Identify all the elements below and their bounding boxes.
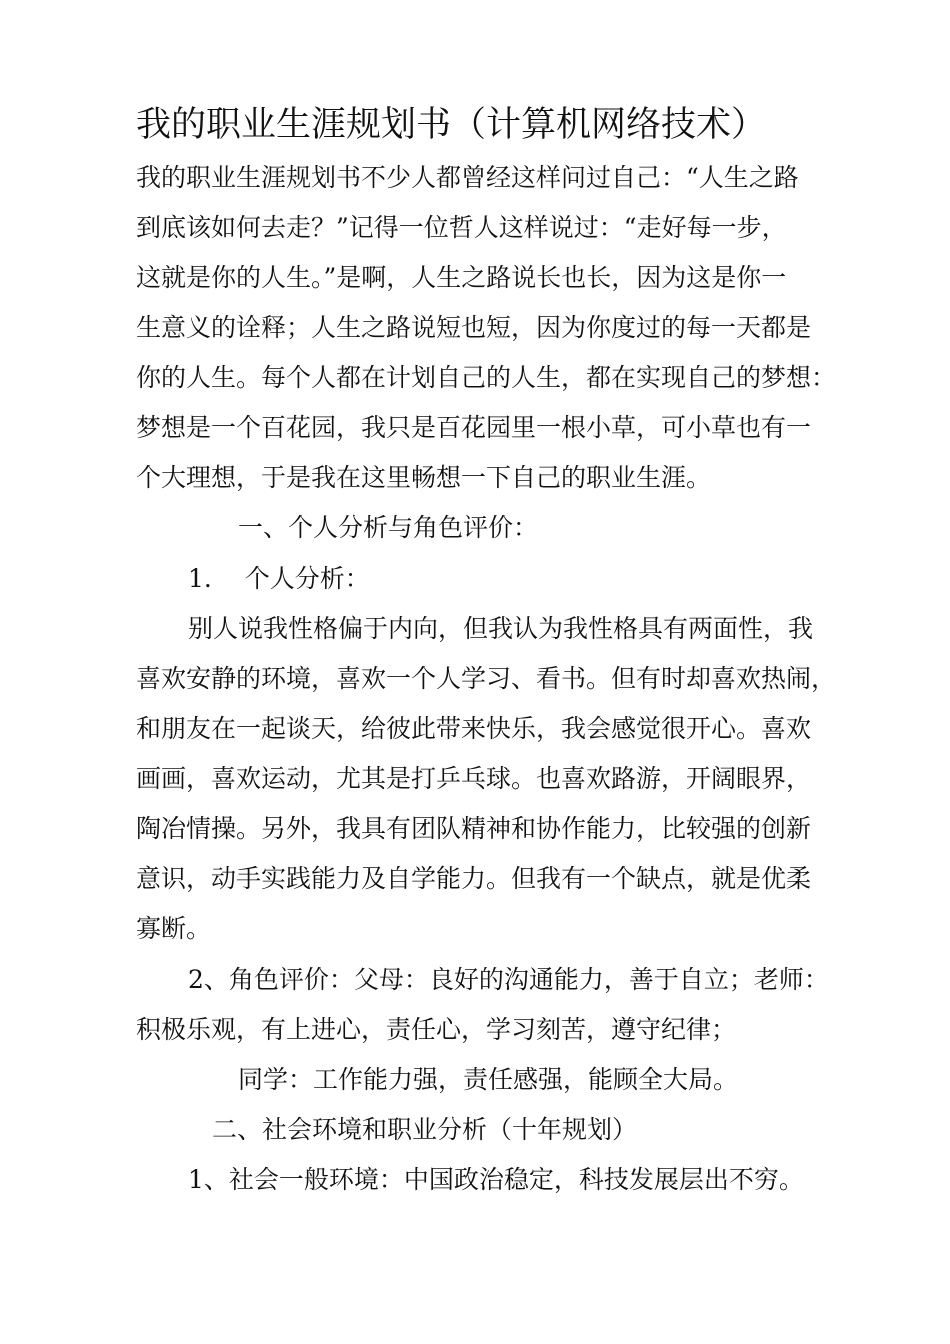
section-heading: 二、社会环境和职业分析（十年规划）	[212, 1115, 638, 1144]
paragraph-line: 画画，喜欢运动，尤其是打乒乓球。也喜欢路游，开阔眼界，	[136, 764, 812, 793]
paragraph-line: 个大理想，于是我在这里畅想一下自己的职业生涯。	[136, 463, 712, 492]
paragraph-line: 到底该如何去走？”记得一位哲人这样说过：“走好每一步，	[136, 213, 787, 242]
paragraph-line: 积极乐观，有上进心，责任心，学习刻苦，遵守纪律；	[136, 1015, 737, 1044]
paragraph-line: 梦想是一个百花园，我只是百花园里一根小草，可小草也有一	[136, 413, 812, 442]
paragraph-line: 1、社会一般环境：中国政治稳定，科技发展层出不穷。	[188, 1165, 804, 1194]
paragraph-line: 喜欢安静的环境，喜欢一个人学习、看书。但有时却喜欢热闹，	[136, 664, 837, 693]
paragraph-line: 同学：工作能力强，责任感强，能顾全大局。	[238, 1065, 739, 1094]
paragraph-line: 2、角色评价：父母：良好的沟通能力，善于自立；老师：	[188, 965, 829, 994]
document-title: 我的职业生涯规划书（计算机网络技术）	[136, 105, 767, 145]
paragraph-line: 别人说我性格偏于内向，但我认为我性格具有两面性，我	[188, 614, 814, 643]
paragraph-line: 意识，动手实践能力及自学能力。但我有一个缺点，就是优柔	[136, 864, 812, 893]
section-heading: 一、个人分析与角色评价：	[238, 513, 539, 542]
paragraph-line: 这就是你的人生。”是啊，人生之路说长也长，因为这是你一	[136, 263, 787, 292]
paragraph-line: 生意义的诠释；人生之路说短也短，因为你度过的每一天都是	[136, 313, 812, 342]
paragraph-line: 和朋友在一起谈天，给彼此带来快乐，我会感觉很开心。喜欢	[136, 714, 812, 743]
subsection-heading: 1. 个人分析：	[188, 564, 370, 593]
paragraph-line: 你的人生。每个人都在计划自己的人生，都在实现自己的梦想：	[136, 363, 837, 392]
paragraph-line: 陶冶情操。另外，我具有团队精神和协作能力，比较强的创新	[136, 814, 812, 843]
paragraph-line: 我的职业生涯规划书不少人都曾经这样问过自己：“人生之路	[136, 163, 799, 192]
paragraph-line: 寡断。	[136, 914, 212, 943]
